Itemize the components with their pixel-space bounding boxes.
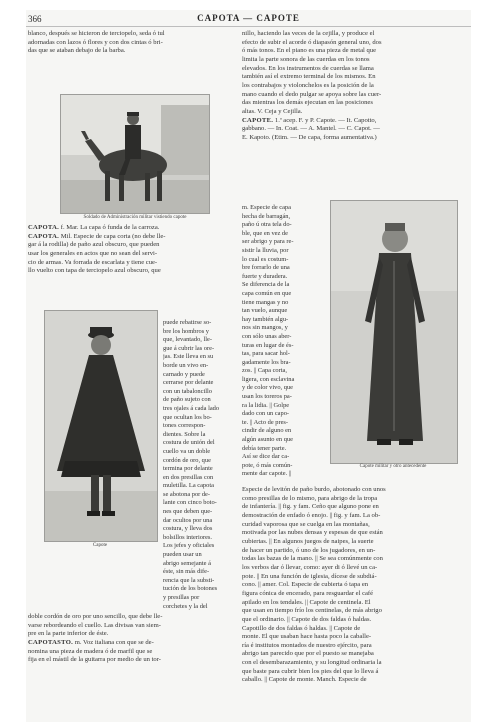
text-line: bre forrarlo de una: [242, 264, 290, 272]
text-line: de infantería. || fig. y fam. Ceño que alguno pone en: [242, 503, 379, 511]
text-line: pote. || En una función de iglesia, dícese de subdiá-: [242, 572, 377, 580]
text-line: usar los generales en actos que no sean del servi-: [28, 249, 158, 257]
text-line: rencia que la substi-: [163, 576, 215, 584]
text-line: costura de unión del: [163, 439, 215, 447]
text-line: doble cordón de oro por uno sencillo, que debe lle-: [28, 613, 163, 620]
text-line: figura cónica de encerado, para resguardar el café: [242, 589, 374, 597]
text-line: efecto de subir el acorde ó diapasón general uno, dos: [242, 38, 382, 46]
text-line: debía tener parte.: [242, 444, 287, 452]
text-line: fuerte y duradera.: [242, 272, 288, 280]
text-line: usan los toreros pa-: [242, 393, 292, 401]
text-line: ría é institutos montados de nuestro ejército, para: [242, 641, 372, 649]
text-line: que, levantado, lle-: [163, 336, 212, 344]
entry-first-line: [28, 233, 228, 242]
capote-image: [45, 311, 157, 541]
text-line: ó más tonos. En el piano es una pieza de metal que: [242, 47, 377, 55]
definition-lines: [163, 319, 230, 611]
text-line: cordón de oro, que: [163, 456, 211, 464]
text-line: bre los hombros y: [163, 327, 209, 335]
text-line: tiene mangas y no: [242, 298, 289, 306]
text-line: dientes. Sobre la: [163, 430, 206, 438]
text-line: como presillas de lo mismo, para abrigo de la tropa: [242, 494, 378, 502]
text-line: nes que deben que-: [163, 508, 213, 516]
entry-capota-carroza: [28, 224, 228, 233]
page: [26, 10, 471, 722]
text-line: elevados. En los instrumentos de cuerdas se llama: [242, 64, 374, 72]
text-line: gabbano. — In. Coat. — A. Mantel. — C. Capot. —: [242, 125, 380, 133]
text-line: nomina una pieza de madera ó de marfil que se: [28, 647, 153, 655]
text-line: ligera, con esclavina: [242, 375, 295, 383]
text-line: que baste para cubrir bien los pies del que lo lleva á: [242, 667, 379, 675]
page-number: 366: [28, 14, 42, 24]
capote-narrow-column: [242, 204, 326, 479]
figure-capote-militar: [330, 200, 458, 464]
page-title: CAPOTA — CAPOTE: [197, 13, 300, 23]
definition-lines: [28, 241, 228, 276]
text-line: lo cual es costum-: [242, 255, 289, 263]
text-line: todas las bazas de la mano. || Se sea comúnmente con: [242, 555, 383, 563]
text-line: demostración de enfado ó enojo. || fig. y fam. La ob-: [242, 511, 381, 519]
definition-text: m. Voz italiana con que se de-: [74, 638, 154, 646]
entry-capotasto: [28, 639, 228, 648]
intro-paragraph: [28, 30, 228, 56]
text-line: caballo. || Capote de monte. Manch. Especie de: [242, 676, 367, 684]
page-header: [26, 12, 471, 27]
definition-lines: [28, 613, 228, 639]
text-line: éste, sin más dife-: [163, 568, 210, 576]
text-line: sistir la lluvia, por: [242, 246, 289, 254]
text-line: hecha de barragán,: [242, 212, 291, 220]
text-line: mente dar capote. ||: [242, 470, 292, 478]
text-line: gadamente los bra-: [242, 358, 291, 366]
text-line: hay también algu-: [242, 315, 289, 323]
text-line: muletilla. La capota: [163, 482, 214, 490]
definition-text: Mil. Especie de capa corta (no debe lle-: [60, 232, 166, 240]
etymology-text: 1.ª acep. F. y P. Capote. — It. Capotto,: [274, 116, 377, 124]
text-line: das que se ataban debajo de la barba.: [28, 47, 126, 55]
text-line: ra la lidia. || Golpe: [242, 401, 290, 409]
text-line: gar á la rodilla) de paño azul obscuro, que pueden: [28, 241, 160, 249]
text-line: dar ocultos por una: [163, 516, 213, 524]
text-line: corchetes y la del: [163, 602, 208, 610]
text-line: paño ú otra tela do-: [242, 221, 292, 229]
headword: CAPOTE.: [242, 116, 274, 124]
text-line: cubiertas. || En algunos juegos de naipes, la suerte: [242, 537, 374, 545]
text-line: que ocultan los bo-: [163, 413, 212, 421]
text-line: pueden usar un: [163, 551, 202, 559]
text-line: motivada por las nubes densas y espesas de que están: [242, 529, 383, 537]
capota-entries: [28, 224, 228, 276]
text-line: nillo, haciendo las veces de la cejilla, y produce el: [242, 30, 375, 37]
text-line: m. Especie de capa: [242, 204, 291, 211]
capote-militar-image: [331, 201, 457, 463]
text-line: lante con cinco boto-: [163, 499, 217, 507]
text-line: pre en la parte inferior de éste.: [28, 630, 109, 638]
text-line: con sólo unas aber-: [242, 332, 292, 340]
text-line: cindir de alguno en: [242, 427, 292, 435]
text-line: con el desembarazamiento, y su longitud ordinaria la: [242, 659, 382, 667]
text-line: ble, que en vez de: [242, 229, 288, 237]
figure-soldier-on-mule: [60, 94, 210, 214]
text-line: adornadas con lazos ó flores y con dos cintas ó bri-: [28, 38, 163, 46]
text-line: algún asunto en que: [242, 436, 293, 444]
text-line: altas. V. Ceja y Cejilla.: [242, 107, 303, 115]
definition-lines: [28, 648, 228, 665]
text-line: en dos presillas con: [163, 473, 214, 481]
text-line: con un tabaloncillo: [163, 387, 212, 395]
text-line: Capotillo de dos faldas ó haldas. || Capote de: [242, 624, 361, 632]
text-line: puede rebatirse so-: [163, 319, 212, 326]
definition-text: f. Mar. La capa ó funda de la carroza.: [60, 224, 160, 231]
text-line: cerrarse por delante: [163, 379, 214, 387]
text-line: jas. Este lleva en su: [163, 353, 214, 361]
text-line: de hacer un partido, ó uno de los jugadores, en un-: [242, 546, 376, 554]
right-column: [242, 30, 470, 143]
text-line: abrigo tan parecido que por el puesto se manejaba: [242, 650, 374, 658]
text-line: termina por delante: [163, 465, 213, 473]
text-line: borde un vivo en-: [163, 361, 209, 369]
capote-tail: [242, 486, 470, 685]
text-line: Se diferencia de la: [242, 281, 290, 289]
text-line: tución de los botones: [163, 585, 218, 593]
text-line: abrigo semejante á: [163, 559, 211, 567]
text-line: E. Kapoto. (Etim. — De capa, forma aumentativa.): [242, 133, 377, 141]
figure-caption: Capote militar y otro antecedente: [359, 464, 427, 469]
text-line: llo vuelto con tapa de terciopelo azul obscuro, que: [28, 267, 161, 275]
text-line: turas en lugar de és-: [242, 341, 294, 349]
text-line: blanco, después se hicieron de terciopelo, seda ó tul: [28, 30, 165, 37]
text-line: curidad vaporosa que se cuelga en las montañas,: [242, 520, 370, 528]
left-column: [28, 30, 228, 56]
text-line: nos sin mangos, y: [242, 324, 288, 332]
text-line: zos. || Capa corta,: [242, 367, 287, 375]
text-line: bolsillos interiores.: [163, 533, 212, 541]
text-line: los contrabajos y violonchelos es la posición de la: [242, 81, 374, 89]
text-line: cono. || amer. Col. Especie de cubierta ó tapa en: [242, 581, 369, 589]
text-line: Especie de levitón de paño burdo, abotonado con unos: [242, 486, 386, 493]
soldier-on-mule-image: [61, 95, 209, 213]
text-line: de paño sujeto con: [163, 396, 211, 404]
text-line: fija en el mástil de la guitarra por medio de un tor-: [28, 656, 161, 664]
text-line: que usan en tiempo frío los centinelas, de más abrigo: [242, 607, 382, 615]
text-line: tres ojales á cada lado: [163, 404, 220, 412]
text-line: Los jefes y oficiales: [163, 542, 215, 550]
text-line: Así se dice dar ca-: [242, 453, 290, 461]
headword: CAPOTASTO.: [28, 638, 74, 646]
text-line: monte. El que usaban hace hasta poco la caballe-: [242, 633, 372, 641]
figure-caption: Soldado de Administración militar vistiendo capote: [83, 215, 187, 220]
figure-caption: Capote: [92, 543, 108, 548]
text-line: capa común en que: [242, 289, 292, 297]
capota-narrow-column: [163, 319, 230, 611]
headword: CAPOTA.: [28, 232, 60, 240]
text-line: cuello va un doble: [163, 447, 211, 455]
text-line: mano cuando el dedo pulgar se apoya sobre las cuer-: [242, 90, 382, 98]
definition-lines: [242, 486, 470, 685]
text-line: te. || Acto de pres-: [242, 418, 289, 426]
text-line: limita la parte sonora de las cuerdas en los tonos: [242, 55, 370, 63]
text-line: los verbos dar ó llevar, como: ayer di ó llevé un ca-: [242, 563, 378, 571]
text-line: gue á cubrir las ore-: [163, 344, 215, 352]
text-line: apilado en los tendales. || Capote de centinela. El: [242, 598, 371, 606]
text-line: costura, y lleva dos: [163, 525, 213, 533]
headword: CAPOTA.: [28, 224, 60, 231]
text-line: que el ordinario. || Capote de dos faldas ó haldas.: [242, 615, 372, 623]
etymology-lines: [242, 125, 470, 142]
text-line: se abotona por de-: [163, 490, 211, 498]
text-line: dado con un capo-: [242, 410, 290, 418]
text-line: cio de armas. Va forrada de escarlata y tiene cue-: [28, 258, 158, 266]
text-line: ser abrigo y para re-: [242, 238, 294, 246]
text-line: y presillas por: [163, 594, 200, 601]
text-line: carnado y puede: [163, 370, 205, 378]
entry-capota-mil: [28, 233, 228, 276]
text-line: tones correspon-: [163, 422, 206, 430]
text-line: y de color vivo, que: [242, 384, 293, 392]
text-line: también así el extremo terminal de los mismos. En: [242, 73, 376, 81]
text-line: varse rebordeando el cuello. Las divisas van siem-: [28, 621, 161, 629]
text-line: tas, para sacar hol-: [242, 350, 290, 358]
figure-capote: [44, 310, 158, 542]
text-line: pote, ó más común-: [242, 461, 293, 469]
definition-lines: [242, 204, 326, 479]
capota-tail: [28, 613, 228, 665]
text-line: das mientras los demás ejecutan en las posiciones: [242, 99, 373, 107]
entry-capote: [242, 117, 470, 126]
text-line: tan vuelo, aunque: [242, 307, 288, 315]
capotasto-continuation: [242, 30, 470, 117]
